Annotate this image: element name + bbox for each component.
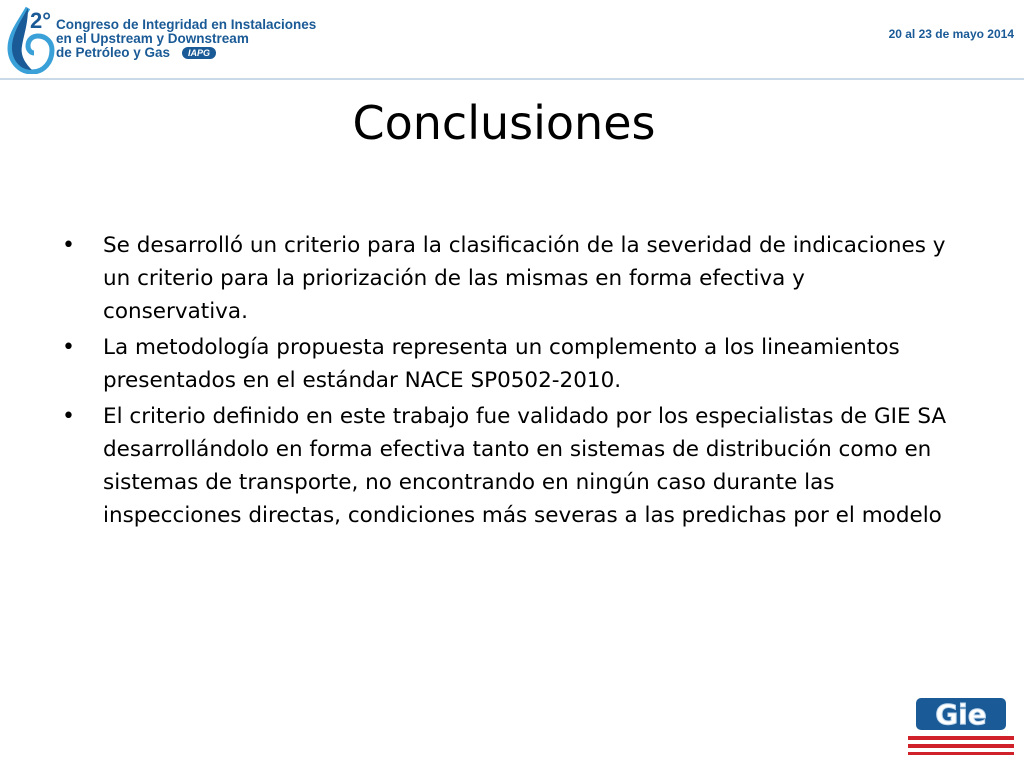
bullet-text: Se desarrolló un criterio para la clasificación de la severidad de indicaciones y un criterio para la priorización de las mismas en forma efectiva y conservativa. [103, 233, 946, 324]
bullet-item [62, 400, 952, 532]
event-title-line-2: en el Upstream y Downstream [56, 31, 249, 46]
gie-logo-icon [908, 694, 1014, 756]
bullet-list [62, 229, 952, 535]
bullet-icon: • [62, 335, 75, 360]
iapg-badge: IAPG [182, 47, 216, 59]
bullet-text: La metodología propuesta representa un complemento a los lineamientos presentados en el estándar NACE SP0502-2010. [103, 335, 900, 393]
bullet-icon: • [62, 233, 75, 258]
event-title-line-3: de Petróleo y Gas [56, 45, 171, 60]
event-title [56, 18, 316, 60]
bullet-item [62, 229, 952, 328]
event-date: 20 al 23 de mayo 2014 [888, 27, 1014, 41]
event-title-line-1: Congreso de Integridad en Instalaciones [56, 17, 317, 32]
bullet-item [62, 331, 952, 397]
gie-logo-text: Gie [935, 698, 987, 731]
slide-title: Conclusiones [352, 96, 656, 150]
header-divider [0, 78, 1024, 80]
event-title-line-3-wrap [56, 46, 316, 60]
logo-number: 2° [30, 8, 52, 33]
congress-logo-icon [6, 2, 56, 74]
bullet-text: El criterio definido en este trabajo fue validado por los especialistas de GIE SA desarrollándolo en forma efectiva tanto en sistemas de distribución como en sistemas de transporte, no encontrando en ningún caso durante las inspecciones directas, condiciones más severas a las predichas por el modelo [103, 404, 947, 528]
header [0, 0, 1024, 78]
bullet-icon: • [62, 404, 75, 429]
